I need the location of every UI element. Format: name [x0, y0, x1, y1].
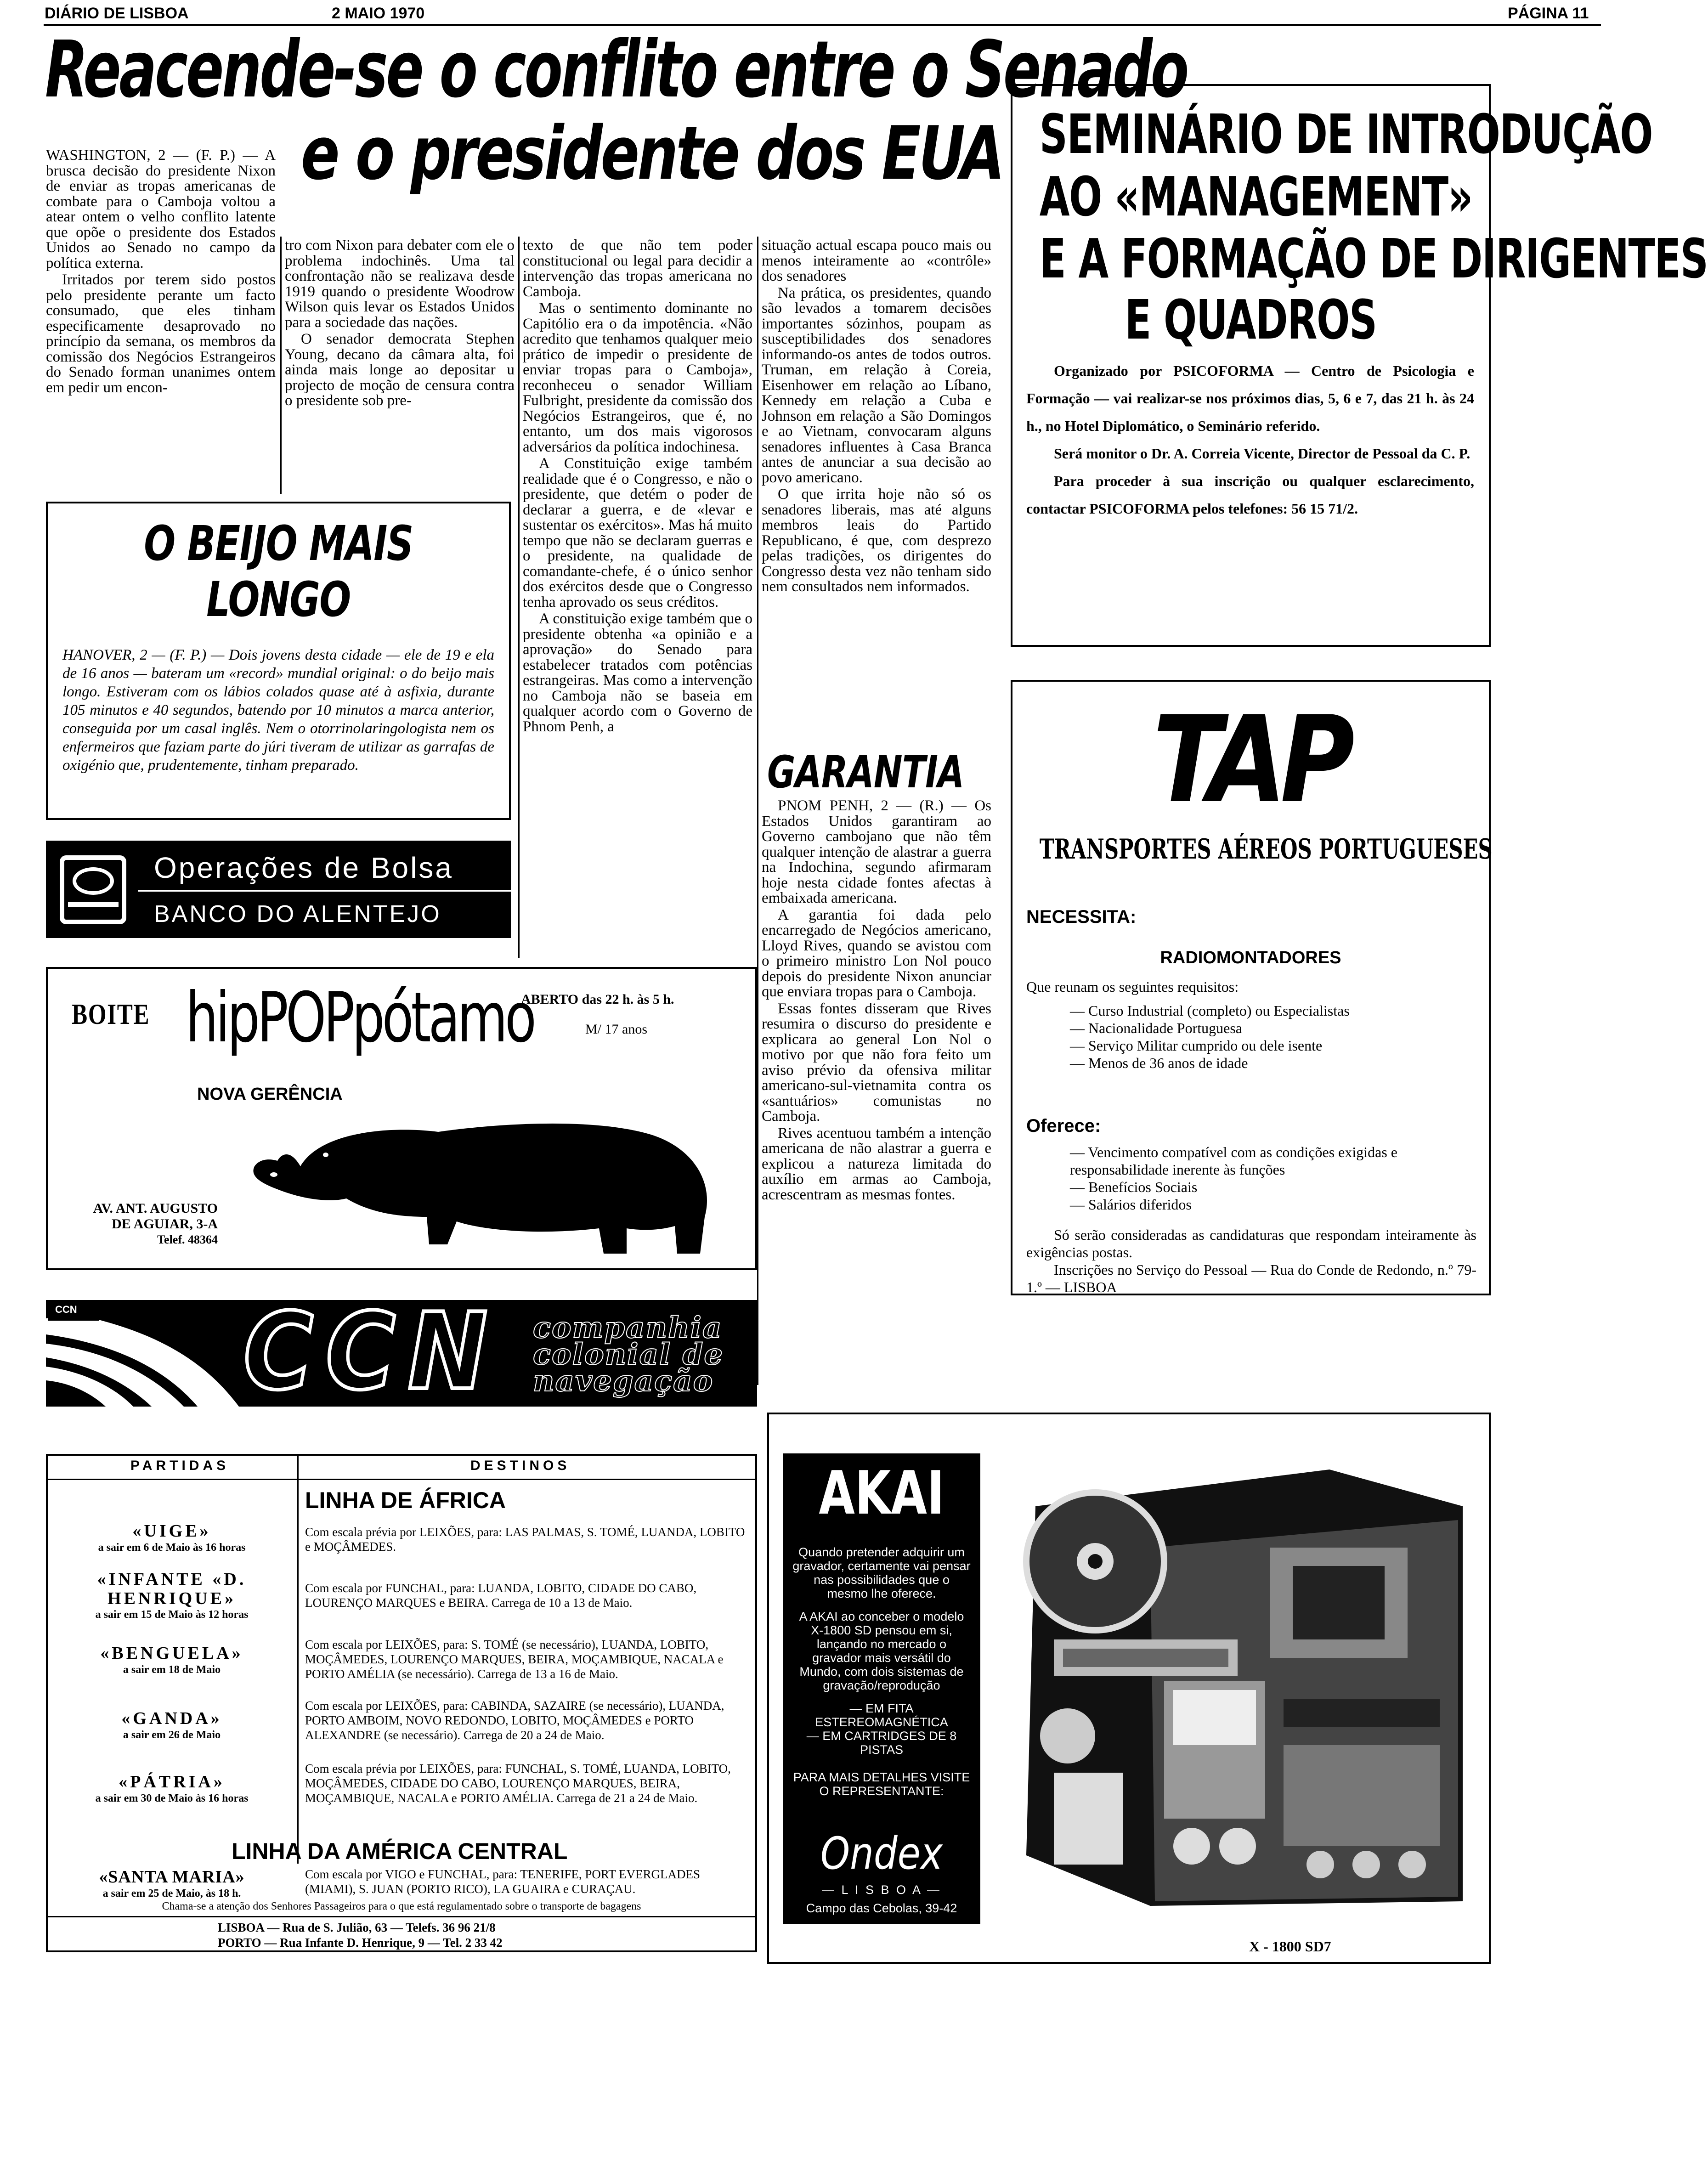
ship-name: «GANDA» [121, 1709, 222, 1728]
hippo-hours: ABERTO das 22 h. às 5 h. [521, 992, 674, 1007]
bank-logo-icon [60, 855, 126, 924]
tap-logo: TAP [1153, 691, 1349, 830]
akai-bullet: — EM CARTRIDGES DE 8 PISTAS [806, 1729, 957, 1757]
akai-copy [792, 1545, 971, 1798]
akai-paragraph: Quando pretender adquirir um gravador, certamente vai pensar nas possibilidades que o mesmo lhe oferece. [792, 1545, 971, 1600]
akai-paragraph: PARA MAIS DETALHES VISITE O REPRESENTANTE: [793, 1770, 970, 1798]
offer-item: — Vencimento compatível com as condições exigidas e responsabilidade inerente às funções [1070, 1144, 1397, 1178]
article-paragraph: O que irrita hoje não só os senadores liberais, mas até alguns membros leais do Partido Republicano, é que, com desprezo pelas tradições, os dirigentes do Congresso desta vez não tenham sido nem consultados nem informados. [762, 486, 991, 595]
hippo-management: NOVA GERÊNCIA [197, 1085, 343, 1104]
ship-destinations: Com escala por FUNCHAL, para: LUANDA, LOBITO, CIDADE DO CABO, LOURENÇO MARQUES e BEIRA. Carrega de 10 a 13 de Maio. [305, 1581, 697, 1610]
tap-offer-list [1070, 1143, 1476, 1213]
ship-benguela [52, 1643, 291, 1676]
seminar-paragraph: Para proceder à sua inscrição ou qualquer esclarecimento, contactar PSICOFORMA pelos telefones: 56 15 71/2. [1026, 473, 1474, 517]
article-paragraph: Na prática, os presidentes, quando são levados a tomarem decisões importantes sózinhos, poupam as susceptibilidades dos senadores informando-os antes de todos outros. Truman, em relação à Coreia, Eisenhower em relação ao Líbano, Kennedy em relação a Cuba e Johnson em relação a São Domingos e ao Vietnam, convocaram alguns senadores influentes à Casa Branca antes de anunciar a sua decisão ao povo americano. [762, 284, 991, 486]
departures-header: PARTIDAS [130, 1458, 230, 1473]
article-paragraph: Mas o sentimento dominante no Capitólio era o da impotência. «Não acredito que tenhamos qualquer meio prático de impedir o presidente de enviar tropas para o Camboja», reconheceu o senador William Fulbright, presidente da comissão dos Negócios Estrangeiros, que é, no entanto, um dos mais vigorosos adversários da política indochinesa. [523, 300, 752, 455]
hippopotamus-icon [245, 1107, 732, 1263]
ship-destinations: Com escala por LEIXÕES, para: S. TOMÉ (se necessário), LUANDA, LOBITO, MOÇÂMEDES, LOURENÇO MARQUES, BEIRA, MOÇAMBIQUE, NACALA e PORTO AMÉLIA (se necessário). Carrega de 13 a 16 de Maio. [305, 1638, 724, 1681]
akai-bullet: — EM FITA ESTEREOMAGNÉTICA [815, 1701, 948, 1729]
seminar-title: E A FORMAÇÃO DE DIRIGENTES [1039, 227, 1708, 290]
ship-patria [52, 1772, 291, 1805]
tap-role: RADIOMONTADORES [1160, 948, 1341, 967]
beijo-box [46, 502, 511, 820]
article-paragraph: Irritados por terem sido postos pelo presidente perante um facto consumado, que eles tinham especificamente desaprovado no princípio da semana, os membros da comissão dos Negócios Estrangeiros do Senado forman unanimes ontem em pedir um encon- [46, 271, 276, 396]
newspaper-name: DIÁRIO DE LISBOA [45, 5, 189, 22]
article-column-1 [46, 148, 276, 493]
column-rule [518, 237, 520, 958]
ondex-city: — L I S B O A — [821, 1883, 942, 1897]
article-paragraph: O senador democrata Stephen Young, decano da câmara alta, foi ainda mais longe ao depositar u projecto de moção de censura contra o presidente sob pre- [285, 331, 515, 409]
article-paragraph: Essas fontes disseram que Rives resumira o discurso do presidente e explicara ao general Lon Nol o motivo por que não fora feito um aviso prévio da ofensiva militar americano-sul-vietnamita contra os «santuários» comunistas no Camboja. [762, 1000, 991, 1125]
lisbon-office: LISBOA — Rua de S. Julião, 63 — Telefs. 36 96 21/8 [218, 1921, 496, 1934]
seminar-paragraph: Organizado por PSICOFORMA — Centro de Psicologia e Formação — vai realizar-se nos próximos dias, 5, 6 e 7, das 21 h. às 24 h., no Hotel Diplomático, o Seminário referido. [1026, 362, 1474, 434]
ship-destinations: Com escala prévia por LEIXÕES, para: LAS PALMAS, S. TOMÉ, LUANDA, LOBITO e MOÇÂMEDES. [305, 1525, 745, 1554]
beijo-dateline: HANOVER, 2 — (F. P.) [62, 647, 207, 663]
ship-destinations: Com escala por VIGO e FUNCHAL, para: TENERIFE, PORT EVERGLADES (MIAMI), S. JUAN (PORTO RICO), LA GUAIRA e CURAÇAU. [305, 1867, 701, 1896]
ship-departure: a sair em 25 de Maio, às 18 h. [102, 1888, 241, 1899]
ccn-schedule [46, 1454, 757, 1952]
tap-paragraph: Inscrições no Serviço do Pessoal — Rua do Conde de Redondo, n.º 79-1.º — LISBOA [1026, 1261, 1476, 1295]
requirement-item: — Serviço Militar cumprido ou dele isente [1070, 1037, 1323, 1054]
seminar-title: AO «MANAGEMENT» [1039, 165, 1473, 228]
ship-uige [52, 1521, 291, 1554]
article-paragraph: PNOM PENH, 2 — (R.) — Os Estados Unidos garantiram ao Governo cambojano que não têm qualquer intenção de alastrar a guerra na Indochina, segundo afirmaram hoje nesta cidade fontes afectas à embaixada americana. [762, 797, 991, 906]
seminar-paragraph: Será monitor o Dr. A. Correia Vicente, Director de Pessoal da C. P. [1054, 445, 1470, 462]
tape-recorder-icon [999, 1442, 1481, 1920]
ship-name: «INFANTE «D. HENRIQUE» [97, 1570, 247, 1608]
seminar-ad [1011, 84, 1708, 647]
ship-destinations: Com escala prévia por LEIXÕES, para: FUNCHAL, S. TOMÉ, LUANDA, LOBITO, MOÇÂMEDES, CIDADE DO CABO, LOURENÇO MARQUES, BEIRA, MOÇAMBIQUE, NACALA e PORTO AMÉLIA. Carrega de 21 a 24 de Maio. [305, 1762, 731, 1805]
ship-destinations: Com escala por LEIXÕES, para: CABINDA, SAZAIRE (se necessário), LUANDA, PORTO AMBOIM, NOVO REDONDO, LOBITO, MOÇÂMEDES e PORTO ALEXANDRE (se necessário). Carrega de 20 a 24 de Maio. [305, 1699, 724, 1742]
phone-number: Telef. 48364 [157, 1233, 218, 1246]
hippo-address [80, 1201, 218, 1248]
ccn-flag-icon [46, 1300, 243, 1407]
requirement-item: — Nacionalidade Portuguesa [1070, 1020, 1242, 1036]
tap-ad [1011, 680, 1491, 1295]
beijo-title: O BEIJO MAIS LONGO [144, 515, 413, 627]
requirement-item: — Menos de 36 anos de idade [1070, 1055, 1248, 1071]
article-paragraph: Rives acentuou também a intenção americana de não alastrar a guerra e explicou a natureza limitada do auxílio em armas ao Camboja, acrescentram as mesmas fontes. [762, 1125, 991, 1203]
tap-needs: NECESSITA: [1026, 907, 1137, 927]
ship-santa-maria [52, 1867, 291, 1900]
offer-item: — Benefícios Sociais [1070, 1179, 1198, 1195]
akai-paragraph: A AKAI ao conceber o modelo X-1800 SD pensou em si, lançando no mercado o gravador mais versátil do Mundo, com dois sistemas de gravação/reprodução [799, 1610, 964, 1692]
ship-departure: a sair em 18 de Maio [123, 1664, 221, 1676]
ship-name: «BENGUELA» [100, 1644, 243, 1663]
ship-name: «PÁTRIA» [119, 1772, 225, 1792]
tagline-line: companhia [533, 1311, 723, 1345]
boite-label: BOITE [72, 998, 150, 1030]
beijo-body [48, 627, 509, 774]
ccn-flag-label: CCN [55, 1304, 77, 1315]
destinations-header: DESTINOS [470, 1458, 571, 1473]
baggage-note: Chama-se a atenção dos Senhores Passageiros para o que está regulamentado sobre o transporte de bagagens [162, 1900, 641, 1912]
article-paragraph: WASHINGTON, 2 — (F. P.) — A brusca decisão do presidente Nixon de enviar as tropas americanas de combate para o Camboja voltou a atear ontem o velho conflito latente que opõe o presidente dos Estados Unidos ao Senado no campo da política externa. [46, 147, 276, 271]
line-america: LINHA DA AMÉRICA CENTRAL [232, 1838, 568, 1864]
headline-line1: Reacende-se o conflito entre o Senado [45, 24, 1187, 115]
article-paragraph: situação actual escapa pouco mais ou menos inteiramente ao «contrôle» dos senadores [762, 237, 991, 284]
requirements-intro: Que reunam os seguintes requisitos: [1026, 978, 1239, 995]
article-paragraph: tro com Nixon para debater com ele o problema indochinês. Uma tal confrontação não se realizava desde 1919 quando o presidente Woodrow Wilson quis levar os Estados Unidos para a sociedade das nações. [285, 237, 515, 331]
tap-name: TRANSPORTES AÉREOS PORTUGUESES [1039, 833, 1493, 865]
tap-conditions [1026, 1226, 1476, 1296]
bank-name: BANCO DO ALENTEJO [154, 901, 441, 927]
akai-panel [783, 1453, 980, 1924]
garantia-title: GARANTIA [767, 746, 964, 798]
bolsa-ad [46, 841, 511, 938]
ship-departure: a sair em 26 de Maio [123, 1729, 221, 1741]
tap-paragraph: Só serão consideradas as candidaturas que respondam inteiramente às exigências postas. [1026, 1226, 1476, 1260]
seminar-body [1026, 357, 1474, 522]
akai-ad [767, 1413, 1491, 1964]
garantia-article [762, 798, 991, 1386]
ccn-logo: CCN [243, 1291, 500, 1413]
beijo-text: — Dois jovens desta cidade — ele de 19 e ela de 16 anos — bateram um «record» mundial original: o do beijo mais longo. Estiveram com os lábios colados quase até à asfixia, durante 105 minutos e 40 segundos, batendo por 10 minutos a marca anterior, conseguida por um casal inglês. Nem o otorrinolaringologista nem os enfermeiros que faziam parte do júri tiveram de utilizar as garrafas de oxigénio que, prudentemente, tinham preparado. [62, 647, 494, 774]
offer-item: — Salários diferidos [1070, 1196, 1192, 1213]
article-column-2 [285, 238, 515, 493]
column-rule [280, 237, 282, 494]
line-africa: LINHA DE ÁFRICA [305, 1487, 506, 1513]
issue-date: 2 MAIO 1970 [332, 5, 425, 22]
article-paragraph: A garantia foi dada pelo encarregado de Negócios americano, Lloyd Rives, quando se avistou com o primeiro ministro Lon Nol pouco depois do presidente Nixon anunciar que enviara tropas para o Camboja. [762, 906, 991, 1000]
headline-line2: e o presidente dos EUA [301, 110, 1003, 196]
address-line: AV. ANT. AUGUSTO [93, 1201, 218, 1216]
ship-departure: a sair em 6 de Maio às 16 horas [98, 1542, 246, 1554]
ship-infante [52, 1570, 291, 1621]
tagline-line: colonial de [533, 1337, 724, 1372]
address-line: DE AGUIAR, 3-A [112, 1216, 218, 1232]
bolsa-title: Operações de Bolsa [154, 851, 453, 884]
column-rule [757, 237, 758, 1385]
tap-requirements [1026, 978, 1476, 1072]
page-number: PÁGINA 11 [1508, 5, 1589, 22]
ondex-logo: Ondex [820, 1828, 943, 1879]
seminar-title: E QUADROS [1125, 288, 1377, 351]
ondex-address: Campo das Cebolas, 39-42 [806, 1901, 957, 1915]
ship-name: «UIGE» [132, 1521, 211, 1541]
ship-departure: a sair em 15 de Maio às 12 horas [95, 1609, 249, 1621]
akai-model: X - 1800 SD7 [1249, 1938, 1331, 1955]
hippo-logo: hipPOPpótamo [186, 978, 534, 1058]
porto-office: PORTO — Rua Infante D. Henrique, 9 — Tel. 2 33 42 [218, 1936, 503, 1950]
seminar-title: SEMINÁRIO DE INTRODUÇÃO [1039, 102, 1653, 166]
article-column-4 [762, 238, 991, 734]
article-paragraph: texto de que não tem poder constitucional ou legal para decidir a intervenção das tropas americana no Camboja. [523, 237, 752, 300]
ship-ganda [52, 1708, 291, 1741]
tap-offers: Oferece: [1026, 1116, 1101, 1136]
ccn-ad [46, 1291, 757, 1413]
requirement-item: — Curso Industrial (completo) ou Especialistas [1070, 1002, 1350, 1019]
ccn-tagline [533, 1311, 724, 1398]
ship-departure: a sair em 30 de Maio às 16 horas [95, 1792, 249, 1804]
akai-logo: AKAI [819, 1458, 944, 1528]
tagline-line: navegação [533, 1364, 714, 1398]
article-column-3 [523, 238, 752, 955]
ship-name: «SANTA MARIA» [99, 1867, 245, 1887]
article-paragraph: A Constituição exige também realidade que é o Congresso, e não o presidente, que detém o poder de declarar a guerra, e de «levar e sustentar os exércitos». Mas há muito tempo que não se declaram guerras e o presidente, na qualidade de comandante-chefe, é o único senhor dos exércitos desde que o Congresso tenha aprovado os seus créditos. [523, 455, 752, 610]
article-paragraph: A constituição exige também que o presidente obtenha «a opinião e a aprovação» do Senado para estabelecer tratados com potências estrangeiras. Mas como a intervenção no Camboja não se baseia em qualquer acordo com o Governo de Phnom Penh, a [523, 610, 752, 735]
hippo-ad [46, 967, 757, 1270]
hippo-age: M/ 17 anos [585, 1022, 647, 1037]
